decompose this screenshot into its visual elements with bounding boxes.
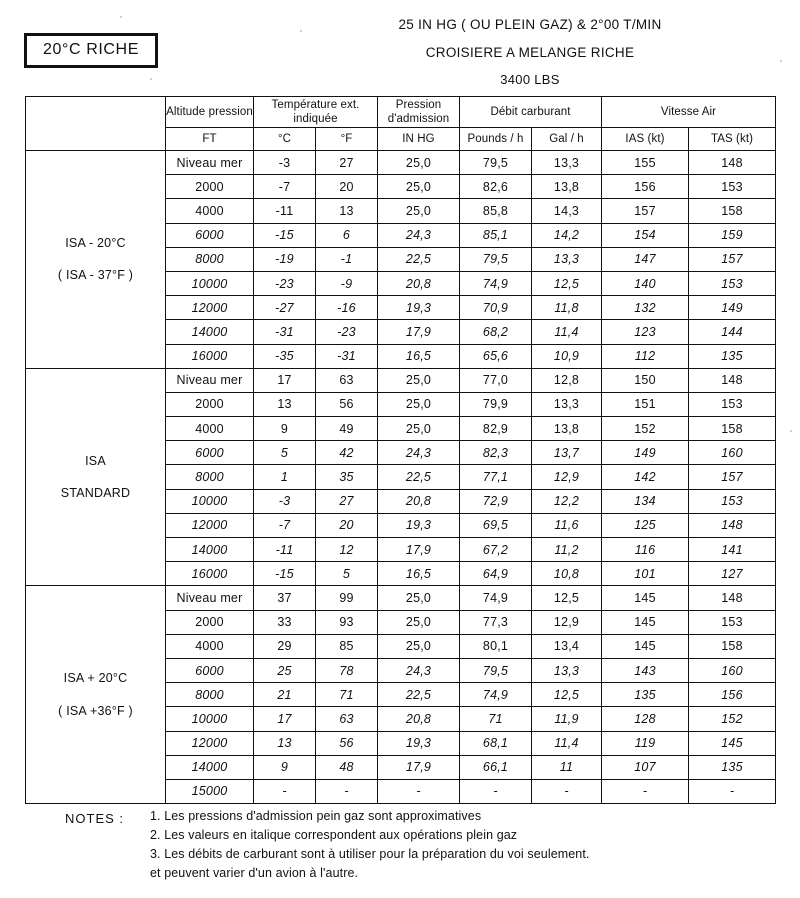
cell-manifold-pressure: 22,5 [378, 683, 460, 707]
cell-ias: 152 [602, 417, 689, 441]
cell-fuel-flow-pounds: 74,9 [460, 271, 532, 295]
cell-temp-celsius: 9 [254, 755, 316, 779]
cell-fuel-flow-gallons: - [532, 779, 602, 803]
notes-list [150, 810, 770, 886]
cell-manifold-pressure: 16,5 [378, 562, 460, 586]
cell-temp-celsius: 21 [254, 683, 316, 707]
cell-temp-fahrenheit: -9 [316, 271, 378, 295]
title-line-mode: CROISIERE A MELANGE RICHE [425, 44, 635, 60]
cell-temp-celsius: 13 [254, 731, 316, 755]
cell-fuel-flow-gallons: 12,9 [532, 610, 602, 634]
cell-ias: 125 [602, 513, 689, 537]
cell-fuel-flow-gallons: 13,4 [532, 634, 602, 658]
cell-temp-celsius: -15 [254, 223, 316, 247]
cell-tas: 160 [689, 658, 776, 682]
cell-temp-fahrenheit: 6 [316, 223, 378, 247]
cell-temp-celsius: 37 [254, 586, 316, 610]
note-item: 3. Les débits de carburant sont à utiliser pour la préparation du voi seulement. [150, 847, 590, 861]
header-unit-inhg: IN HG [378, 128, 460, 151]
cell-tas: 127 [689, 562, 776, 586]
cell-altitude: 12000 [166, 513, 254, 537]
cell-fuel-flow-gallons: 11,4 [532, 320, 602, 344]
cell-temp-celsius: -19 [254, 247, 316, 271]
cell-ias: 128 [602, 707, 689, 731]
cell-altitude: 14000 [166, 538, 254, 562]
cell-fuel-flow-pounds: 66,1 [460, 755, 532, 779]
cell-tas: 149 [689, 296, 776, 320]
cell-manifold-pressure: 25,0 [378, 368, 460, 392]
cell-ias: 134 [602, 489, 689, 513]
cell-fuel-flow-pounds: 85,8 [460, 199, 532, 223]
cell-tas: 153 [689, 610, 776, 634]
cell-altitude: 16000 [166, 344, 254, 368]
cell-temp-celsius: -35 [254, 344, 316, 368]
cell-temp-celsius: 1 [254, 465, 316, 489]
cell-fuel-flow-gallons: 11,9 [532, 707, 602, 731]
cell-temp-celsius: -11 [254, 538, 316, 562]
cell-fuel-flow-gallons: 13,8 [532, 175, 602, 199]
cell-fuel-flow-gallons: 12,5 [532, 683, 602, 707]
cell-altitude: 10000 [166, 489, 254, 513]
cell-fuel-flow-gallons: 10,9 [532, 344, 602, 368]
cell-manifold-pressure: 20,8 [378, 707, 460, 731]
cell-tas: 148 [689, 586, 776, 610]
cell-tas: 148 [689, 513, 776, 537]
cell-fuel-flow-pounds: 74,9 [460, 586, 532, 610]
cell-temp-celsius: -7 [254, 513, 316, 537]
cell-fuel-flow-pounds: 82,6 [460, 175, 532, 199]
group-label-isa-block-2 [26, 368, 166, 586]
cell-temp-fahrenheit: 63 [316, 368, 378, 392]
cell-fuel-flow-gallons: 13,8 [532, 417, 602, 441]
header-pression-admission: Pression d'admission [378, 97, 460, 128]
cell-altitude: 2000 [166, 175, 254, 199]
cell-tas: - [689, 779, 776, 803]
cell-fuel-flow-gallons: 14,2 [532, 223, 602, 247]
cell-fuel-flow-gallons: 12,2 [532, 489, 602, 513]
group-label-primary: ISA - 20°C [65, 235, 126, 250]
cell-altitude: 8000 [166, 247, 254, 271]
header-altitude: Altitude pression [166, 97, 254, 128]
cell-altitude: 4000 [166, 199, 254, 223]
cell-fuel-flow-pounds: 68,2 [460, 320, 532, 344]
notes-label: NOTES : [65, 811, 125, 826]
cell-manifold-pressure: 19,3 [378, 731, 460, 755]
cell-manifold-pressure: 22,5 [378, 247, 460, 271]
cell-tas: 153 [689, 489, 776, 513]
cell-altitude: 4000 [166, 417, 254, 441]
cell-fuel-flow-gallons: 13,7 [532, 441, 602, 465]
cell-manifold-pressure: 25,0 [378, 417, 460, 441]
cell-tas: 148 [689, 368, 776, 392]
cell-fuel-flow-gallons: 13,3 [532, 392, 602, 416]
table-row [26, 586, 776, 610]
header-corner-blank [26, 97, 166, 151]
cell-ias: 119 [602, 731, 689, 755]
cell-temp-celsius: -31 [254, 320, 316, 344]
cell-fuel-flow-gallons: 11 [532, 755, 602, 779]
title-line-power: 25 IN HG ( OU PLEIN GAZ) & 2°00 T/MIN [398, 17, 662, 32]
cell-ias: 143 [602, 658, 689, 682]
cell-fuel-flow-pounds: - [460, 779, 532, 803]
cell-manifold-pressure: 17,9 [378, 538, 460, 562]
cell-fuel-flow-pounds: 77,1 [460, 465, 532, 489]
cell-tas: 158 [689, 634, 776, 658]
cell-fuel-flow-pounds: 85,1 [460, 223, 532, 247]
note-item: 2. Les valeurs en italique correspondent aux opérations plein gaz [150, 828, 518, 842]
cell-temp-celsius: 25 [254, 658, 316, 682]
cell-manifold-pressure: 19,3 [378, 296, 460, 320]
header-unit-pounds-per-hour: Pounds / h [460, 128, 532, 151]
cruise-performance-table [25, 96, 776, 804]
cell-ias: 101 [602, 562, 689, 586]
cell-temp-celsius: 33 [254, 610, 316, 634]
cell-ias: 123 [602, 320, 689, 344]
cell-tas: 157 [689, 465, 776, 489]
cell-manifold-pressure: 19,3 [378, 513, 460, 537]
cell-altitude: 14000 [166, 755, 254, 779]
cell-tas: 145 [689, 731, 776, 755]
cell-temp-fahrenheit: 71 [316, 683, 378, 707]
cell-fuel-flow-pounds: 70,9 [460, 296, 532, 320]
cell-manifold-pressure: 17,9 [378, 320, 460, 344]
cell-manifold-pressure: 25,0 [378, 175, 460, 199]
cell-manifold-pressure: 24,3 [378, 223, 460, 247]
cell-fuel-flow-gallons: 10,8 [532, 562, 602, 586]
cell-manifold-pressure: 25,0 [378, 634, 460, 658]
cell-fuel-flow-gallons: 13,3 [532, 658, 602, 682]
cell-temp-fahrenheit: 93 [316, 610, 378, 634]
cell-fuel-flow-gallons: 13,3 [532, 151, 602, 175]
cell-altitude: 12000 [166, 731, 254, 755]
cell-tas: 160 [689, 441, 776, 465]
cell-tas: 158 [689, 417, 776, 441]
cell-temp-celsius: 9 [254, 417, 316, 441]
cell-ias: 145 [602, 634, 689, 658]
cell-fuel-flow-gallons: 12,8 [532, 368, 602, 392]
cell-ias: 145 [602, 610, 689, 634]
cell-fuel-flow-pounds: 82,3 [460, 441, 532, 465]
cell-fuel-flow-gallons: 11,6 [532, 513, 602, 537]
scan-speck [300, 30, 302, 32]
cell-tas: 148 [689, 151, 776, 175]
cell-altitude: 2000 [166, 392, 254, 416]
cell-temp-celsius: -11 [254, 199, 316, 223]
cell-manifold-pressure: 20,8 [378, 271, 460, 295]
cell-manifold-pressure: 24,3 [378, 658, 460, 682]
cell-temp-celsius: -27 [254, 296, 316, 320]
header-unit-gallons-per-hour: Gal / h [532, 128, 602, 151]
scan-speck [150, 78, 152, 80]
group-label-secondary: ( ISA - 37°F ) [57, 268, 134, 283]
group-label-secondary: ( ISA +36°F ) [58, 703, 133, 718]
cell-altitude: 6000 [166, 223, 254, 247]
group-label-primary: ISA [85, 453, 106, 468]
group-label-isa-block-3 [26, 586, 166, 804]
cell-manifold-pressure: 20,8 [378, 489, 460, 513]
cell-temp-fahrenheit: 85 [316, 634, 378, 658]
cell-altitude: 8000 [166, 465, 254, 489]
table-row [26, 368, 776, 392]
cell-temp-fahrenheit: - [316, 779, 378, 803]
cell-ias: 107 [602, 755, 689, 779]
cell-altitude: Niveau mer [166, 151, 254, 175]
cell-temp-celsius: -7 [254, 175, 316, 199]
cell-fuel-flow-pounds: 68,1 [460, 731, 532, 755]
cell-temp-celsius: - [254, 779, 316, 803]
cell-altitude: 10000 [166, 271, 254, 295]
header-unit-celsius: °C [254, 128, 316, 151]
note-item: et peuvent varier d'un avion à l'autre. [150, 866, 359, 880]
cell-tas: 153 [689, 271, 776, 295]
cell-fuel-flow-pounds: 65,6 [460, 344, 532, 368]
cell-temp-fahrenheit: 56 [316, 392, 378, 416]
cell-temp-celsius: 17 [254, 707, 316, 731]
scan-speck [120, 16, 122, 18]
cell-ias: 157 [602, 199, 689, 223]
scan-speck [790, 430, 792, 432]
cell-temp-fahrenheit: 20 [316, 175, 378, 199]
cell-ias: 140 [602, 271, 689, 295]
cell-altitude: 10000 [166, 707, 254, 731]
cell-altitude: Niveau mer [166, 586, 254, 610]
group-label-primary: ISA + 20°C [63, 671, 128, 686]
cell-ias: 132 [602, 296, 689, 320]
cell-tas: 153 [689, 175, 776, 199]
cell-temp-fahrenheit: 56 [316, 731, 378, 755]
group-label-secondary: STANDARD [60, 486, 131, 501]
cell-fuel-flow-pounds: 80,1 [460, 634, 532, 658]
cell-manifold-pressure: - [378, 779, 460, 803]
cell-fuel-flow-pounds: 79,5 [460, 658, 532, 682]
cell-fuel-flow-gallons: 12,5 [532, 586, 602, 610]
title-block [330, 18, 730, 100]
cell-manifold-pressure: 16,5 [378, 344, 460, 368]
cell-fuel-flow-pounds: 82,9 [460, 417, 532, 441]
cell-ias: 150 [602, 368, 689, 392]
header-unit-fahrenheit: °F [316, 128, 378, 151]
cell-tas: 144 [689, 320, 776, 344]
cell-temp-celsius: -23 [254, 271, 316, 295]
cell-temp-fahrenheit: 27 [316, 489, 378, 513]
cell-ias: 116 [602, 538, 689, 562]
cell-fuel-flow-pounds: 79,9 [460, 392, 532, 416]
cell-fuel-flow-pounds: 72,9 [460, 489, 532, 513]
cell-fuel-flow-pounds: 77,0 [460, 368, 532, 392]
cell-ias: 112 [602, 344, 689, 368]
cell-ias: 155 [602, 151, 689, 175]
cell-fuel-flow-pounds: 79,5 [460, 247, 532, 271]
cell-temp-fahrenheit: 78 [316, 658, 378, 682]
cell-temp-celsius: 29 [254, 634, 316, 658]
cell-tas: 156 [689, 683, 776, 707]
cell-altitude: 14000 [166, 320, 254, 344]
cell-manifold-pressure: 25,0 [378, 586, 460, 610]
cell-temp-fahrenheit: 63 [316, 707, 378, 731]
header-unit-ft: FT [166, 128, 254, 151]
cell-fuel-flow-pounds: 69,5 [460, 513, 532, 537]
cell-ias: 151 [602, 392, 689, 416]
cell-temp-celsius: -15 [254, 562, 316, 586]
header-row-groups [26, 97, 776, 128]
cell-tas: 152 [689, 707, 776, 731]
title-line-weight: 3400 LBS [500, 72, 560, 87]
cell-tas: 157 [689, 247, 776, 271]
header-unit-ias: IAS (kt) [602, 128, 689, 151]
cell-altitude: 8000 [166, 683, 254, 707]
cell-manifold-pressure: 25,0 [378, 392, 460, 416]
header-vitesse-air: Vitesse Air [602, 97, 776, 128]
cell-fuel-flow-pounds: 71 [460, 707, 532, 731]
cell-ias: 149 [602, 441, 689, 465]
scan-speck [780, 60, 782, 62]
cell-temp-fahrenheit: 99 [316, 586, 378, 610]
cell-temp-celsius: -3 [254, 151, 316, 175]
header-debit-carburant: Débit carburant [460, 97, 602, 128]
cell-ias: 145 [602, 586, 689, 610]
cell-ias: 135 [602, 683, 689, 707]
cell-fuel-flow-pounds: 64,9 [460, 562, 532, 586]
cell-altitude: 2000 [166, 610, 254, 634]
header-temperature: Température ext. indiquée [254, 97, 378, 128]
cell-temp-fahrenheit: 42 [316, 441, 378, 465]
cell-temp-celsius: 5 [254, 441, 316, 465]
cell-temp-fahrenheit: 5 [316, 562, 378, 586]
cell-manifold-pressure: 22,5 [378, 465, 460, 489]
cell-fuel-flow-pounds: 67,2 [460, 538, 532, 562]
cell-ias: 154 [602, 223, 689, 247]
cell-altitude: 12000 [166, 296, 254, 320]
cell-tas: 141 [689, 538, 776, 562]
cell-manifold-pressure: 17,9 [378, 755, 460, 779]
cell-temp-fahrenheit: 35 [316, 465, 378, 489]
cell-tas: 153 [689, 392, 776, 416]
cell-temp-celsius: 17 [254, 368, 316, 392]
cell-fuel-flow-pounds: 79,5 [460, 151, 532, 175]
cell-altitude: Niveau mer [166, 368, 254, 392]
cell-altitude: 4000 [166, 634, 254, 658]
cell-temp-celsius: 13 [254, 392, 316, 416]
cell-temp-fahrenheit: 27 [316, 151, 378, 175]
cell-manifold-pressure: 24,3 [378, 441, 460, 465]
cell-altitude: 6000 [166, 441, 254, 465]
cell-temp-fahrenheit: 13 [316, 199, 378, 223]
cell-temp-fahrenheit: -16 [316, 296, 378, 320]
cell-ias: 156 [602, 175, 689, 199]
cell-tas: 135 [689, 344, 776, 368]
cell-fuel-flow-gallons: 13,3 [532, 247, 602, 271]
cell-ias: - [602, 779, 689, 803]
page-header [0, 0, 800, 92]
cell-temp-fahrenheit: 20 [316, 513, 378, 537]
cell-temp-fahrenheit: -1 [316, 247, 378, 271]
cell-ias: 142 [602, 465, 689, 489]
cell-manifold-pressure: 25,0 [378, 610, 460, 634]
group-label-isa-block-1 [26, 151, 166, 369]
cell-temp-fahrenheit: 48 [316, 755, 378, 779]
cell-temp-fahrenheit: -31 [316, 344, 378, 368]
cell-tas: 158 [689, 199, 776, 223]
cell-fuel-flow-gallons: 14,3 [532, 199, 602, 223]
cell-tas: 159 [689, 223, 776, 247]
mixture-badge: 20°C RICHE [24, 33, 158, 68]
cell-fuel-flow-gallons: 12,9 [532, 465, 602, 489]
table-body [26, 151, 776, 804]
cell-fuel-flow-pounds: 74,9 [460, 683, 532, 707]
cell-altitude: 16000 [166, 562, 254, 586]
cell-manifold-pressure: 25,0 [378, 199, 460, 223]
table-header [26, 97, 776, 151]
cell-temp-fahrenheit: 49 [316, 417, 378, 441]
table-row [26, 151, 776, 175]
cell-fuel-flow-gallons: 12,5 [532, 271, 602, 295]
note-item: 1. Les pressions d'admission pein gaz sont approximatives [150, 809, 482, 823]
cell-fuel-flow-pounds: 77,3 [460, 610, 532, 634]
cell-temp-fahrenheit: 12 [316, 538, 378, 562]
cell-temp-fahrenheit: -23 [316, 320, 378, 344]
cell-altitude: 15000 [166, 779, 254, 803]
cell-tas: 135 [689, 755, 776, 779]
cell-ias: 147 [602, 247, 689, 271]
cell-fuel-flow-gallons: 11,2 [532, 538, 602, 562]
cell-altitude: 6000 [166, 658, 254, 682]
cell-fuel-flow-gallons: 11,4 [532, 731, 602, 755]
header-unit-tas: TAS (kt) [689, 128, 776, 151]
cell-manifold-pressure: 25,0 [378, 151, 460, 175]
cell-temp-celsius: -3 [254, 489, 316, 513]
cell-fuel-flow-gallons: 11,8 [532, 296, 602, 320]
